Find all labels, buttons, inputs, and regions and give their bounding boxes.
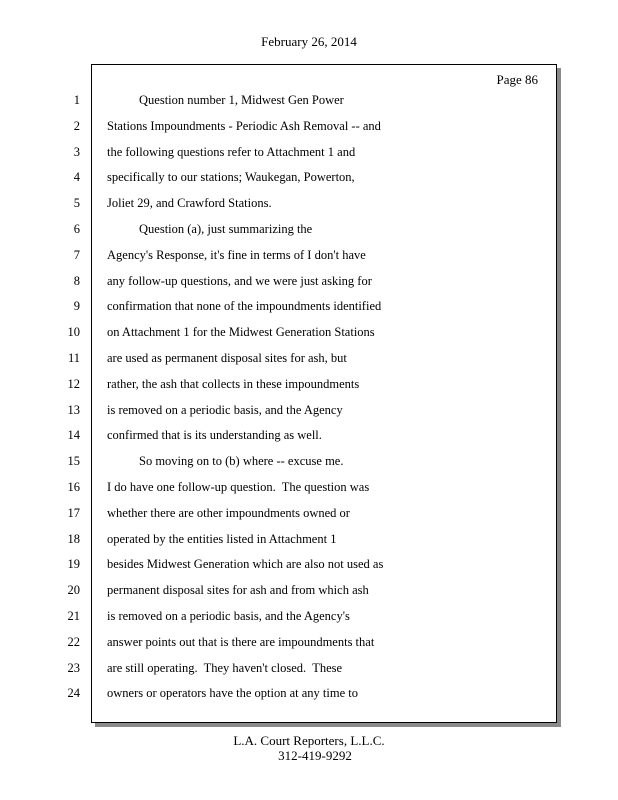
transcript-line: Question number 1, Midwest Gen Power <box>139 93 344 107</box>
line-number: 15 <box>67 454 80 469</box>
transcript-line: specifically to our stations; Waukegan, Powerton, <box>107 170 355 185</box>
line-number: 1 <box>73 93 80 107</box>
transcript-line: confirmation that none of the impoundments identified <box>107 299 382 314</box>
line-number: 11 <box>67 350 80 365</box>
line-number: 13 <box>67 402 80 417</box>
line-number: 12 <box>67 376 80 391</box>
line-number: 24 <box>67 686 80 701</box>
line-number: 16 <box>67 479 80 494</box>
line-number: 14 <box>67 428 80 443</box>
line-number: 6 <box>73 221 80 236</box>
transcript-line: confirmed that is its understanding as well. <box>107 428 322 443</box>
transcript-line: is removed on a periodic basis, and the Agency <box>107 402 343 417</box>
line-number: 3 <box>73 144 80 159</box>
line-number: 8 <box>73 273 80 288</box>
transcript-line: Question (a), just summarizing the <box>139 221 313 236</box>
transcript-line: any follow-up questions, and we were just asking for <box>107 273 372 288</box>
line-number: 23 <box>67 660 80 675</box>
line-number: 22 <box>67 634 80 649</box>
line-number: 17 <box>67 505 80 520</box>
line-number: 7 <box>73 247 80 262</box>
transcript-line: Stations Impoundments - Periodic Ash Removal -- and <box>107 118 381 133</box>
transcript-line: permanent disposal sites for ash and from which ash <box>107 583 369 598</box>
transcript-line: Agency's Response, it's fine in terms of I don't have <box>107 247 366 262</box>
line-number: 20 <box>67 583 80 598</box>
transcript-line: is removed on a periodic basis, and the Agency's <box>107 608 350 623</box>
transcript-line: Joliet 29, and Crawford Stations. <box>107 196 272 211</box>
line-number: 19 <box>67 557 80 572</box>
line-number-column <box>50 88 80 707</box>
court-reporter-phone: 312-419-9292 <box>278 748 352 763</box>
line-number: 4 <box>73 170 80 185</box>
line-number: 10 <box>67 325 80 340</box>
page-number: Page 86 <box>496 72 538 87</box>
line-number: 5 <box>73 196 80 211</box>
transcript-date: February 26, 2014 <box>261 34 357 49</box>
line-number: 21 <box>67 608 80 623</box>
transcript-line: are still operating. They haven't closed. These <box>107 660 343 675</box>
transcript-line: answer points out that is there are impoundments that <box>107 634 375 649</box>
transcript-text <box>107 88 547 707</box>
line-number: 18 <box>67 531 80 546</box>
transcript-line: rather, the ash that collects in these impoundments <box>107 376 360 391</box>
transcript-line: whether there are other impoundments owned or <box>107 505 350 520</box>
transcript-line: on Attachment 1 for the Midwest Generation Stations <box>107 325 375 340</box>
line-number: 2 <box>73 118 80 133</box>
transcript-line: owners or operators have the option at any time to <box>107 686 358 701</box>
court-reporter-name: L.A. Court Reporters, L.L.C. <box>233 733 385 748</box>
transcript-line: are used as permanent disposal sites for ash, but <box>107 350 347 365</box>
transcript-line: So moving on to (b) where -- excuse me. <box>139 454 344 469</box>
transcript-line: I do have one follow-up question. The question was <box>107 479 370 494</box>
transcript-line: the following questions refer to Attachment 1 and <box>107 144 356 159</box>
transcript-line: besides Midwest Generation which are also not used as <box>107 557 384 572</box>
transcript-line: operated by the entities listed in Attachment 1 <box>107 531 337 546</box>
line-number: 9 <box>73 299 80 314</box>
